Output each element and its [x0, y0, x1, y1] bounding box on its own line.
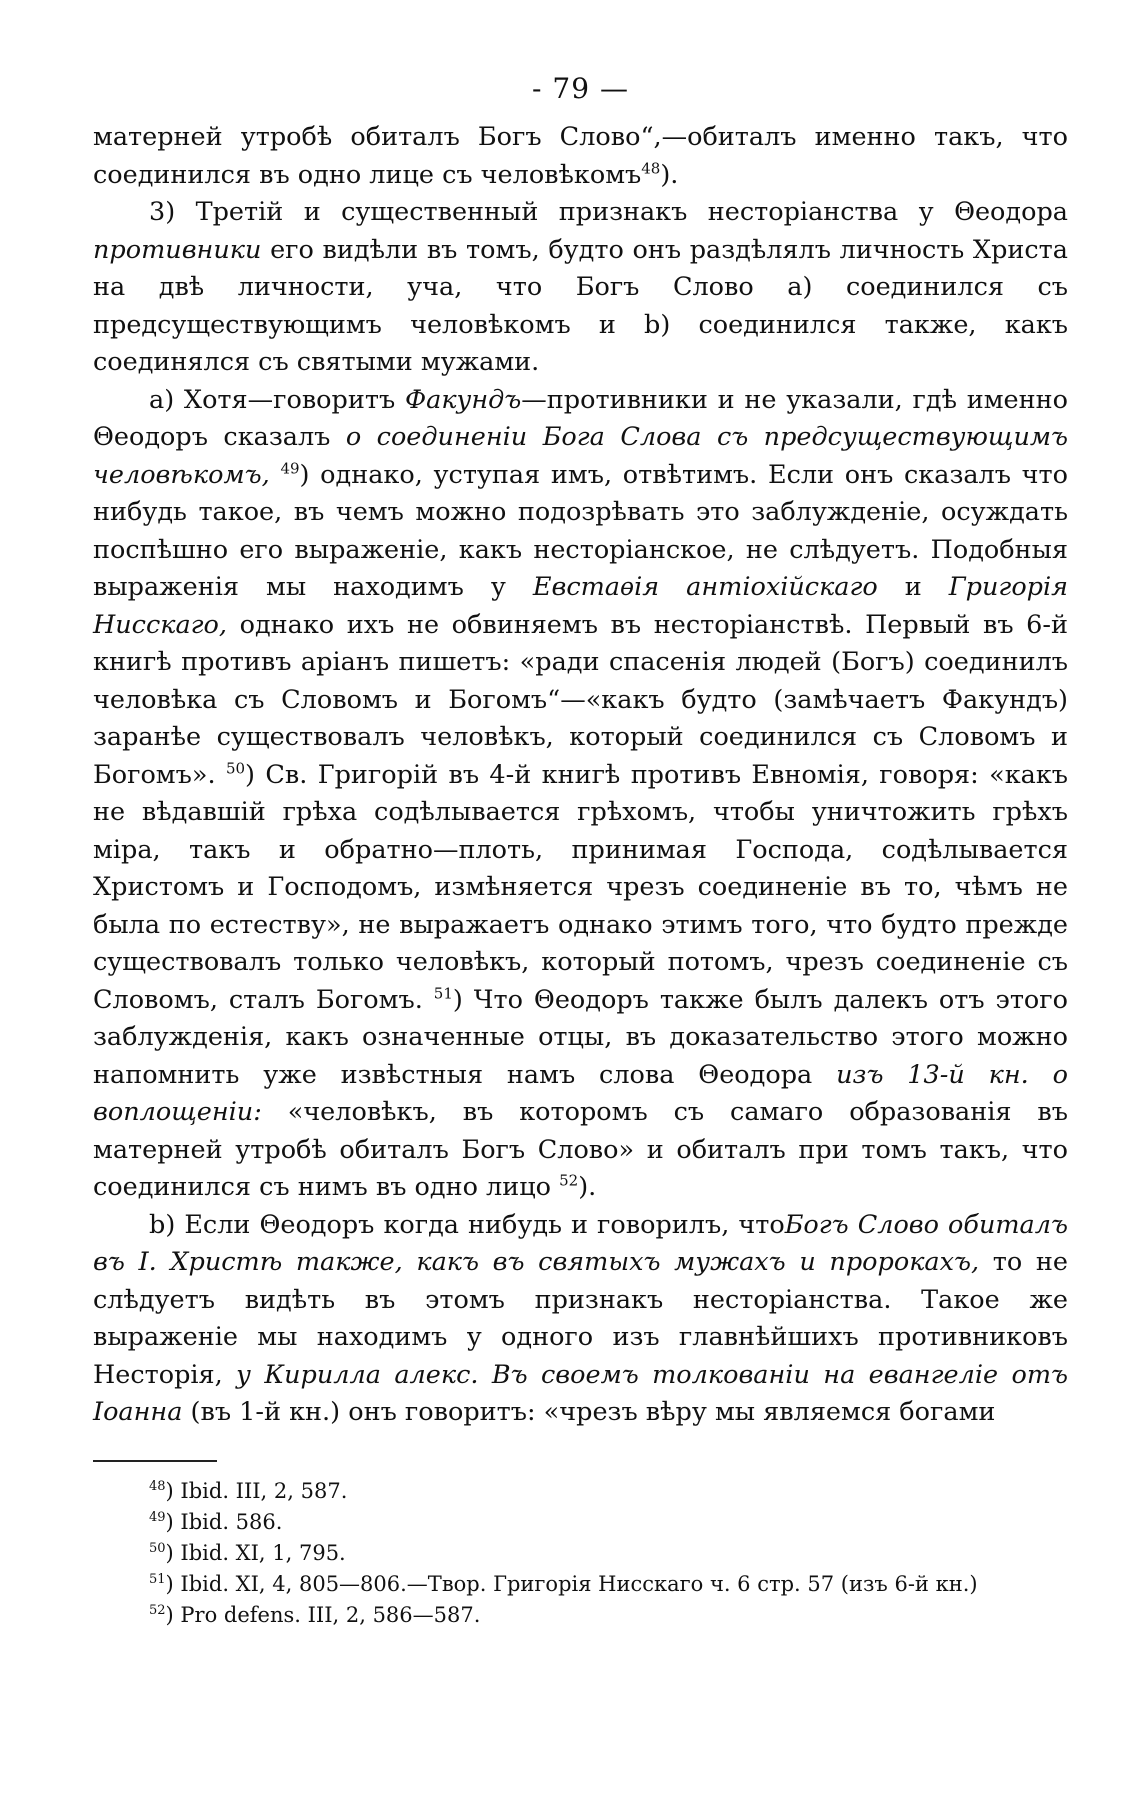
footnote-divider — [93, 1460, 217, 1462]
text-run: ). — [578, 1172, 597, 1202]
text-run: матерней утробѣ обиталъ Богъ Слово“,—обиталъ именно такъ, что соединился въ одно лице съ человѣкомъ — [93, 122, 1068, 190]
italic-text: Григорія Нисскаго, — [93, 572, 1069, 640]
footnote-50 — [149, 1538, 1068, 1569]
page-number: - 79 — — [532, 72, 629, 105]
paragraph-point-a — [93, 382, 1068, 1207]
footnote-ref: 50 — [225, 759, 246, 777]
italic-text: изъ 13-й кн. о воплощеніи: — [93, 1059, 1068, 1127]
text-run: а) Хотя—говоритъ — [149, 384, 396, 415]
italic-text: о соединеніи Бога Слова съ предсуществующимъ человѣкомъ, — [93, 422, 1069, 490]
italic-text: Евстаѳія антіохійскаго — [532, 572, 878, 602]
footnote-49 — [149, 1507, 1068, 1538]
paragraph-point-b — [93, 1207, 1068, 1432]
text-run: и — [904, 572, 922, 602]
footnote-text: ) Ibid. XI, 4, 805—806.—Твор. Григорія Нисскаго ч. 6 стр. 57 (изъ 6-й кн.) — [165, 1571, 978, 1596]
footnote-ref: 49 — [280, 459, 300, 477]
footnote-ref: 51 — [433, 984, 453, 1002]
footnote-ref: 52 — [559, 1171, 579, 1190]
text-run: —противники и не указали, гдѣ именно Θеодоръ сказалъ — [93, 384, 1068, 452]
footnote-52 — [149, 1600, 1068, 1631]
footnote-number: 48 — [149, 1478, 166, 1494]
text-run: ) однако, уступая имъ, отвѣтимъ. Если онъ сказалъ что нибудь такое, въ чемъ можно подозрѣвать это заблужденіе, осуждать поспѣшно его выраженіе, какъ несторіанское, не слѣдуетъ. Подобныя выраженія мы находимъ у — [93, 459, 1069, 602]
footnote-51 — [149, 1569, 1068, 1600]
footnotes — [149, 1476, 1068, 1631]
italic-text: противники — [93, 234, 262, 265]
footnote-ref: 48 — [641, 159, 661, 177]
italic-text: Богъ Слово обиталъ въ І. Христѣ также, какъ въ святыхъ мужахъ и пророкахъ, — [93, 1209, 1068, 1277]
text-run: однако ихъ не обвиняемъ въ несторіанствѣ. Первый въ 6-й книгѣ противъ аріанъ пишетъ: «ради спасенія людей (Богъ) соединилъ человѣка съ Словомъ и Богомъ“—«какъ будто (замѣчаетъ Факундъ) заранѣе существовалъ человѣкъ, который соединился съ Словомъ и Богомъ». — [93, 609, 1068, 790]
footnote-text: ) Ibid. 586. — [165, 1509, 283, 1534]
italic-text: у Кирилла алекс. Въ своемъ толкованіи на евангеліе отъ Іоанна — [93, 1359, 1068, 1427]
text-run: b) Если Θеодоръ когда нибудь и говорилъ, что — [149, 1209, 785, 1240]
footnote-number: 50 — [149, 1540, 166, 1556]
paragraph-continuation — [93, 119, 1068, 194]
footnote-number: 49 — [149, 1509, 166, 1525]
book-page — [93, 72, 1068, 1631]
text-run: ) Св. Григорій въ 4-й книгѣ противъ Евномія, говоря: «какъ не вѣдавшій грѣха содѣлывается грѣхомъ, чтобы уничтожить грѣхъ міра, такъ и обратно—плоть, принимая Господа, содѣлывается Христомъ и Господомъ, измѣняется чрезъ соединеніе въ то, чѣмъ не была по естеству», не выражаетъ однако этимъ того, что будто прежде существовалъ только человѣкъ, который потомъ, чрезъ соединеніе съ Словомъ, сталъ Богомъ. — [93, 759, 1068, 1015]
paragraph-third-sign — [93, 194, 1068, 382]
footnote-number: 51 — [149, 1571, 166, 1587]
italic-text: Факундъ — [404, 384, 522, 415]
footnote-number: 52 — [149, 1602, 166, 1618]
footnote-48 — [149, 1476, 1068, 1507]
text-run: «человѣкъ, въ которомъ съ самаго образованія въ матерней утробѣ обиталъ Богъ Слово» и обиталъ при томъ такъ, что соединился съ нимъ въ одно лицо — [93, 1097, 1068, 1202]
text-run: ). — [660, 159, 679, 190]
text-run: (въ 1-й кн.) онъ говоритъ: «чрезъ вѣру мы являемся богами — [190, 1397, 996, 1427]
footnote-text: ) Ibid. III, 2, 587. — [165, 1478, 348, 1503]
text-run: его видѣли въ томъ, будто онъ раздѣлялъ личность Христа на двѣ личности, уча, что Богъ Слово а) соединился съ предсуществующимъ человѣкомъ и b) соединился также, какъ соединялся съ святыми мужами. — [93, 234, 1068, 377]
text-run: то не слѣдуетъ видѣть въ этомъ признакъ несторіанства. Такое же выраженіе мы находимъ у одного изъ главнѣйшихъ противниковъ Несторія, — [93, 1247, 1068, 1390]
footnote-text: ) Ibid. XI, 1, 795. — [165, 1540, 346, 1565]
text-run: 3) Третій и существенный признакъ несторіанства у Θеодора — [149, 197, 1068, 227]
text-run: ) Что Θеодоръ также былъ далекъ отъ этого заблужденія, какъ означенные отцы, въ доказательство этого можно напомнить уже извѣстныя намъ слова Θеодора — [93, 984, 1068, 1090]
footnote-text: ) Pro defens. III, 2, 586—587. — [165, 1602, 481, 1627]
